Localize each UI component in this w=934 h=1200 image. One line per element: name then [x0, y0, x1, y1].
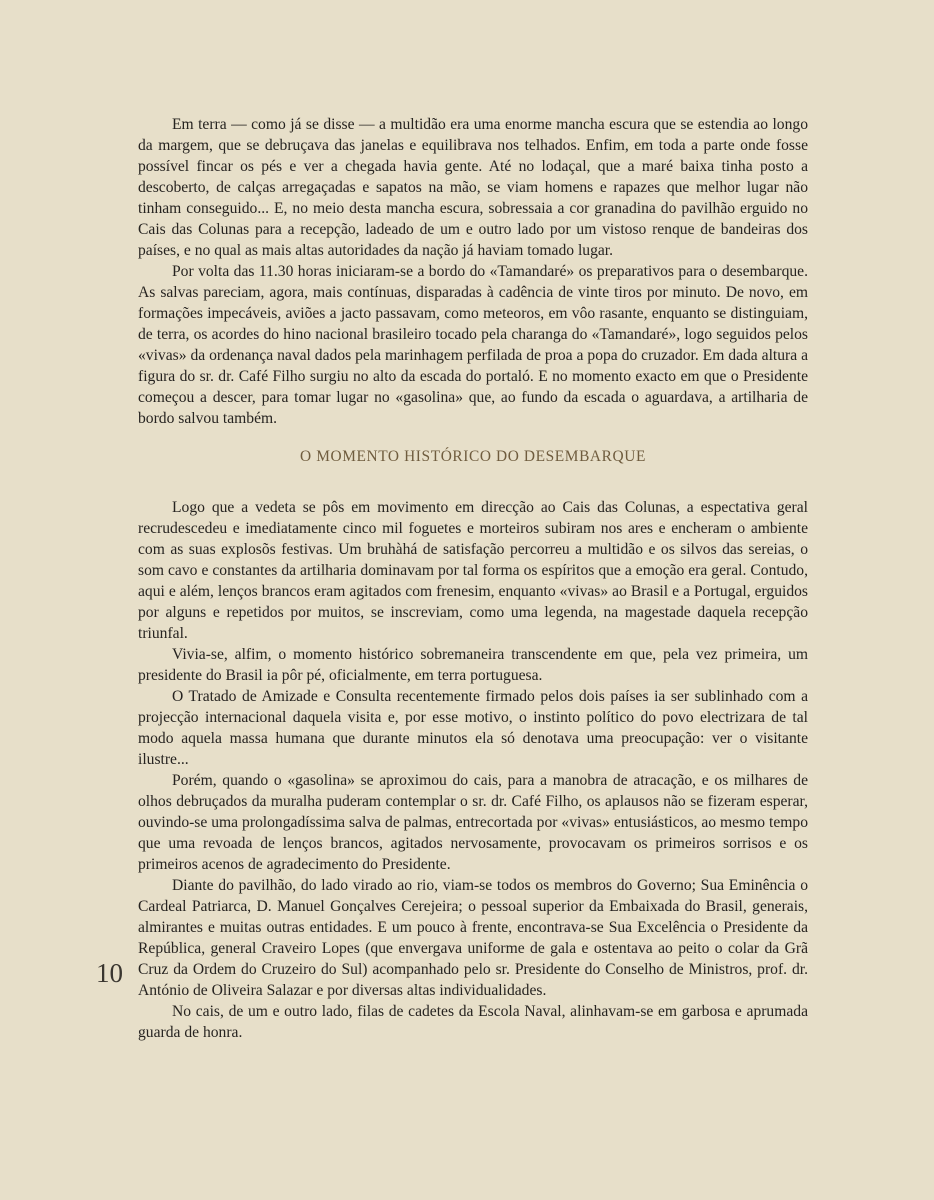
paragraph-crowd-on-land: Em terra — como já se disse — a multidão era uma enorme mancha escura que se estendia ao longo da margem, que se debruçava das janelas e equilibrava nos telhados. Enfim, em toda a parte onde fosse possível fincar os pés e ver a chegada havia gente. Até no lodaçal, que a maré baixa tinha posto a descoberto, de calças arregaçadas e sapatos na mão, se viam homens e rapazes que melhor lugar não tinham conseguido... E, no meio desta mancha escura, sobressaia a cor granadina do pavilhão erguido no Cais das Colunas para a recepção, ladeado de um e outro lado por um vistoso renque de bandeiras dos países, e no qual as mais altas autoridades da nação já haviam tomado lugar. [138, 116, 808, 259]
page-body [138, 114, 808, 1043]
paragraph-honor-guard: No cais, de um e outro lado, filas de cadetes da Escola Naval, alinhavam-se em garbosa e aprumada guarda de honra. [138, 1003, 808, 1041]
paragraph-dignitaries: Diante do pavilhão, do lado virado ao rio, viam-se todos os membros do Governo; Sua Eminência o Cardeal Patriarca, D. Manuel Gonçalves Cerejeira; o pessoal superior da Embaixada do Brasil, generais, almirantes e muitas outras entidades. E um pouco à frente, encontrava-se Sua Excelência o Presidente da República, general Craveiro Lopes (que envergava uniforme de gala e ostentava ao peito o colar da Grã Cruz da Ordem do Cruzeiro do Sul) acompanhado pelo sr. Presidente do Conselho de Ministros, prof. dr. António de Oliveira Salazar e por diversas altas individualidades. [138, 877, 808, 999]
paragraph-disembark-preparations: Por volta das 11.30 horas iniciaram-se a bordo do «Tamandaré» os preparativos para o desembarque. As salvas pareciam, agora, mais contínuas, disparadas à cadência de vinte tiros por minuto. De novo, em formações impecáveis, aviões a jacto passavam, como meteoros, em vôo rasante, enquanto se distinguiam, de terra, os acordes do hino nacional brasileiro tocado pela charanga do «Tamandaré», logo seguidos pelos «vivas» da ordenança naval dados pela marinhagem perfilada de proa a popa do cruzador. Em dada altura a figura do sr. dr. Café Filho surgiu no alto da escada do portaló. E no momento exacto em que o Presidente começou a descer, para tomar lugar no «gasolina» que, ao fundo da escada o aguardava, a artilharia de bordo salvou também. [138, 263, 808, 427]
paragraph-historic-moment: Vivia-se, alfim, o momento histórico sobremaneira transcendente em que, pela vez primeira, um presidente do Brasil ia pôr pé, oficialmente, em terra portuguesa. [138, 646, 808, 684]
paragraph-treaty: O Tratado de Amizade e Consulta recentemente firmado pelos dois países ia ser sublinhado com a projecção internacional daquela visita e, por esse motivo, o instinto político do povo electrizara de tal modo aquela massa humana que durante minutos ela só denotava uma preocupação: ver o visitante ilustre... [138, 688, 808, 768]
section-heading: O MOMENTO HISTÓRICO DO DESEMBARQUE [300, 448, 646, 465]
paragraph-applause: Porém, quando o «gasolina» se aproximou do cais, para a manobra de atracação, e os milhares de olhos debruçados da muralha puderam contemplar o sr. dr. Café Filho, os aplausos não se fizeram esperar, ouvindo-se uma prolongadíssima salva de palmas, entrecortada por «vivas» entusiásticos, ao mesmo tempo que uma revoada de lenços brancos, agitados nervosamente, provocavam os primeiros sorrisos e os primeiros acenos de agradecimento do Presidente. [138, 772, 808, 873]
paragraph-launch-departs: Logo que a vedeta se pôs em movimento em direcção ao Cais das Colunas, a espectativa geral recrudescedeu e imediatamente cinco mil foguetes e morteiros subiram nos ares e encheram o ambiente com as suas explosõs festivas. Um bruhàhá de satisfação percorreu a multidão e os silvos das sereias, o som cavo e constantes da artilharia dominavam por tal forma os espíritos que a emoção era geral. Contudo, aqui e além, lenços brancos eram agitados com frenesim, enquanto «vivas» ao Brasil e a Portugal, erguidos por alguns e repetidos por muitos, se inscreviam, como uma legenda, na magestade daquela recepção triunfal. [138, 499, 808, 642]
page-number: 10 [96, 958, 123, 988]
